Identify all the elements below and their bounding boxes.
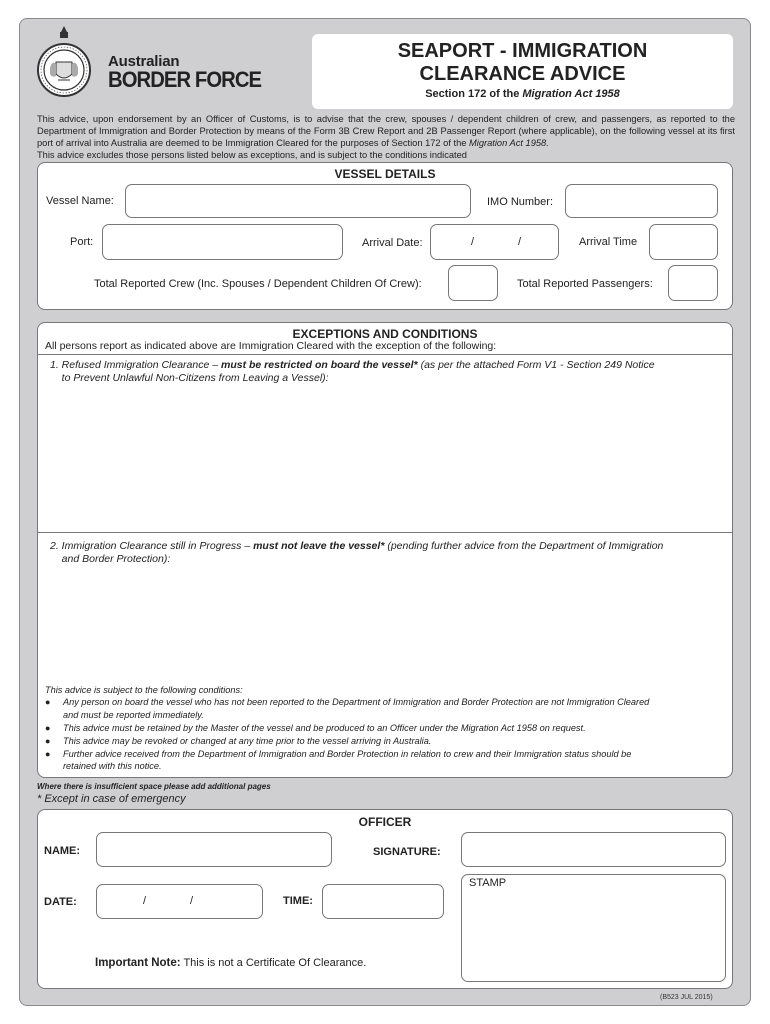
brand-line-2: BORDER FORCE xyxy=(108,67,262,92)
exception-item-2 xyxy=(50,540,735,566)
important-note-text: This is not a Certificate Of Clearance. xyxy=(180,957,367,969)
bullet: ● xyxy=(45,723,51,733)
imo-number-label: IMO Number: xyxy=(487,196,554,208)
stamp-label: STAMP xyxy=(469,877,507,889)
officer-name-field[interactable] xyxy=(96,832,332,867)
condition-item: Further advice received from the Department of Immigration and Border Protection in relation to crew and their Immigration status should be xyxy=(63,749,632,759)
item2-line2: and Border Protection): xyxy=(61,553,171,565)
officer-date-separator: / xyxy=(143,895,147,907)
subtitle-prefix: Section 172 of the xyxy=(425,88,523,100)
intro-text-2: This advice excludes those persons listed below as exceptions, and is subject to the conditions indicated xyxy=(37,149,467,160)
important-note xyxy=(95,957,366,969)
total-crew-label: Total Reported Crew (Inc. Spouses / Dependent Children Of Crew): xyxy=(94,278,422,290)
condition-item: This advice must be retained by the Master of the vessel and be produced to an Officer under the Migration Act 1958 on request. xyxy=(63,723,586,733)
divider xyxy=(37,354,733,355)
important-note-bold: Important Note: xyxy=(95,957,181,969)
officer-name-label: NAME: xyxy=(44,845,81,857)
signature-label: SIGNATURE: xyxy=(373,846,441,858)
item2-suffix: (pending further advice from the Department of Immigration xyxy=(384,540,664,552)
subtitle-act: Migration Act 1958 xyxy=(522,88,620,100)
stamp-box[interactable] xyxy=(461,874,726,982)
officer-date-field[interactable] xyxy=(96,884,263,919)
arrival-time-field[interactable] xyxy=(649,224,718,260)
bullet: ● xyxy=(45,736,51,746)
conditions-intro: This advice is subject to the following conditions: xyxy=(45,685,243,695)
total-passengers-label: Total Reported Passengers: xyxy=(517,278,653,290)
intro-text-1: This advice, upon endorsement by an Officer of Customs, is to advise that the crew, spouses / dependent children of crew, and passengers, as reported to the Department of Immigration and Border Protection by means of the Form 3B Crew Report and 2B Passenger Report (where applicable), on the following vessel at its first port of arrival into Australia are deemed to be Immigration Cleared for the purposes of Section 172 of the xyxy=(37,114,735,148)
brand-line-1: Australian xyxy=(108,53,180,70)
divider xyxy=(37,532,733,533)
imo-number-field[interactable] xyxy=(565,184,718,218)
intro-act: Migration Act 1958. xyxy=(469,137,549,148)
bullet: ● xyxy=(45,697,51,707)
exception-item-1 xyxy=(50,359,730,385)
arrival-date-label: Arrival Date: xyxy=(362,237,423,249)
exceptions-title: EXCEPTIONS AND CONDITIONS xyxy=(292,327,478,341)
page-title-line-2: CLEARANCE ADVICE xyxy=(419,63,626,85)
item1-line2: to Prevent Unlawful Non-Citizens from Leaving a Vessel): xyxy=(61,372,329,384)
officer-time-field[interactable] xyxy=(322,884,444,919)
item1-bold: must be restricted on board the vessel* xyxy=(221,359,418,371)
arrival-date-separator: / xyxy=(518,236,522,248)
bullet: ● xyxy=(45,749,51,759)
signature-field[interactable] xyxy=(461,832,726,867)
item2-bold: must not leave the vessel* xyxy=(253,540,385,552)
condition-item: retained with this notice. xyxy=(63,761,162,771)
port-field[interactable] xyxy=(102,224,343,260)
total-passengers-field[interactable] xyxy=(668,265,718,301)
arrival-date-field[interactable] xyxy=(430,224,559,260)
item1-prefix: 1. Refused Immigration Clearance – xyxy=(50,359,221,371)
item2-prefix: 2. Immigration Clearance still in Progress – xyxy=(50,540,254,552)
condition-item: This advice may be revoked or changed at any time prior to the vessel arriving in Australia. xyxy=(63,736,432,746)
officer-date-label: DATE: xyxy=(44,896,77,908)
arrival-date-separator: / xyxy=(471,236,475,248)
form-code: (B523 JUL 2015) xyxy=(660,994,713,1001)
title-box xyxy=(312,34,733,109)
page-title-line-1: SEAPORT - IMMIGRATION xyxy=(397,40,648,62)
insufficient-space-note: Where there is insufficient space please add additional pages xyxy=(37,782,271,791)
vessel-details-title: VESSEL DETAILS xyxy=(334,167,436,181)
item1-suffix: (as per the attached Form V1 - Section 249 Notice xyxy=(417,359,655,371)
officer-date-separator: / xyxy=(190,895,194,907)
total-crew-field[interactable] xyxy=(448,265,498,301)
vessel-name-field[interactable] xyxy=(125,184,471,218)
vessel-name-label: Vessel Name: xyxy=(46,195,114,207)
arrival-time-label: Arrival Time xyxy=(579,236,638,248)
condition-item: and must be reported immediately. xyxy=(63,710,204,720)
emergency-note: * Except in case of emergency xyxy=(37,793,186,805)
officer-time-label: TIME: xyxy=(283,895,313,907)
page-subtitle xyxy=(312,88,733,100)
border-force-crest-icon xyxy=(36,24,92,104)
condition-item: Any person on board the vessel who has not been reported to the Department of Immigration and Border Protection are not Immigration Cleared xyxy=(63,697,650,707)
intro-paragraph xyxy=(37,114,735,162)
port-label: Port: xyxy=(70,236,94,248)
exceptions-subtitle: All persons report as indicated above are Immigration Cleared with the exception of the following: xyxy=(45,340,497,352)
officer-title: OFFICER xyxy=(358,815,412,829)
clearance-in-progress-area[interactable] xyxy=(40,570,730,680)
refused-clearance-area[interactable] xyxy=(40,388,730,528)
